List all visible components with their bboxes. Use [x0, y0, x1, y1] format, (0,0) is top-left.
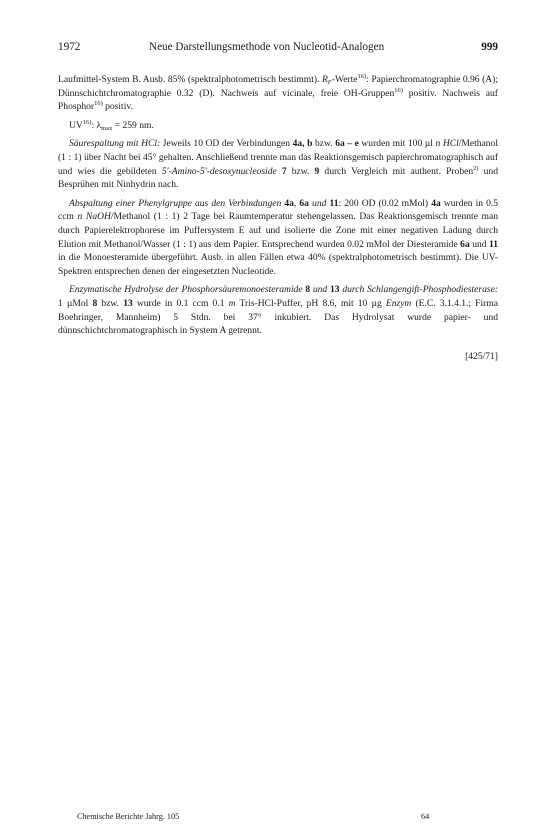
reference-marker: 16) — [357, 73, 367, 80]
paragraph-enzymatic-hydrolysis: Enzymatische Hydrolyse der Phosphorsäuremonoesteramide 8 und 13 durch Schlangengift-Phosphodiesterase: 1 µMol 8 bzw. 13 wurde in 0.1 ccm 0.1 m Tris-HCl-Puffer, pH 8.6, mit 10 µg Enzym (E.C. 3.1.4.1.; Firma Boehringer, Mannheim) 5 Stdn. bei 37° inkubiert. Das Hydrolysat wurde papier- und dünnschichtchromatographisch in System A getrennt. — [58, 284, 499, 337]
reference-marker: 16) — [82, 118, 92, 126]
section-heading: Enzymatische Hydrolyse der Phosphorsäuremonoesteramide — [69, 284, 303, 296]
page-number-left: 1972 — [58, 41, 81, 53]
running-header — [58, 41, 498, 57]
page-number-right: 999 — [481, 41, 498, 53]
journal-name: Chemische Berichte Jahrg. 105 — [77, 812, 180, 821]
section-heading: Abspaltung einer Phenylgruppe aus den Verbindungen — [69, 197, 282, 209]
reference-marker: 2) — [473, 164, 479, 172]
paragraph-acid-cleavage: Säurespaltung mit HCl: Jeweils 10 OD der Verbindungen 4a, b bzw. 6a – e wurden mit 100 µl n HCl/Methanol (1 : 1) über Nacht bei 45° gehalten. Anschließend trennte man das Reaktionsgemisch papierchromatographisch auf und wies die gebildeten 5′-Amino-5′-desoxynucleoside 7 bzw. 9 durch Vergleich mit authent. Proben$^{2)}$ und Besprühen mit Ninhydrin nach. — [58, 138, 498, 191]
paragraph-phenyl-cleavage: Abspaltung einer Phenylgruppe aus den Verbindungen 4a, 6a und 11: 200 OD (0.02 mMol) 4a wurden in 0.5 ccm n NaOH/Methanol (1 : 1) 2 Tage bei Raumtemperatur stehengelassen. Das Reaktionsgemisch trennte man durch Papierelektrophorese im Puffersystem E auf und isolierte die Zone mit einer negativen Ladung durch Elution mit Methanol/Wasser (1 : 1) aus dem Papier. Entsprechend wurden 0.02 mMol der Diesteramide 6a und 11 in die Monoesteramide übergeführt. Ausb. in allen Fällen etwa 40% (spektralphotometrisch bestimmt). Die UV-Spektren entsprechen denen der eingesetzten Nucleotide. — [58, 197, 499, 277]
reference-marker: 16) — [394, 86, 403, 94]
paragraph-uv: UV$^{16)}$: $\lambda_{max} = 259$ nm. — [69, 118, 154, 132]
section-heading: Säurespaltung mit HCl: — [69, 138, 161, 150]
running-title: Neue Darstellungsmethode von Nucleotid-Analogen — [149, 41, 385, 53]
reference-marker: 16) — [94, 100, 103, 108]
body-text — [58, 73, 498, 363]
sheet-number: 64 — [421, 812, 430, 821]
paragraph-rf-values: Laufmittel-System B. Ausb. 85% (spektralphotometrisch bestimmt). $R_F-Werte^{16)}$: Papierchromatographie 0.96 (A); Dünnschichtchromatographie 0.32 (D). Nachweis auf vicinale, freie OH-Gruppen$^{16)}$ positiv. Nachweis auf Phosphor$^{16)}$ positiv. — [58, 73, 498, 113]
manuscript-reference-code: [425/71] — [465, 350, 498, 362]
